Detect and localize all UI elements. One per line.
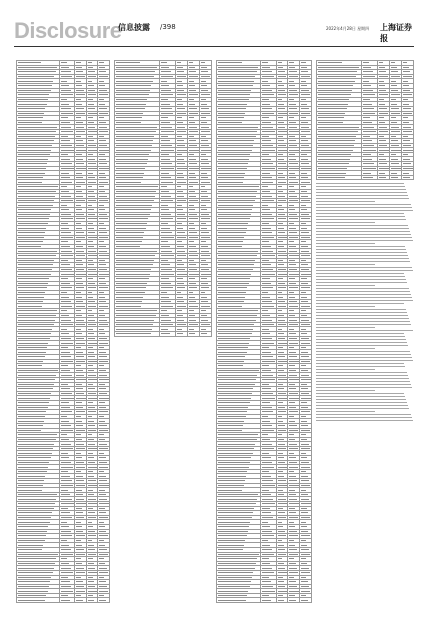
text-line xyxy=(316,216,405,217)
text-line xyxy=(316,303,404,304)
text-line xyxy=(316,249,406,250)
text-line xyxy=(316,417,412,418)
brand-wordmark: Disclosure xyxy=(14,18,122,43)
text-line xyxy=(316,399,406,400)
text-line xyxy=(316,207,412,208)
table-cell xyxy=(288,598,300,603)
text-line xyxy=(316,273,404,274)
text-line xyxy=(316,348,375,349)
table-cell xyxy=(60,598,75,603)
table-cell xyxy=(98,598,110,603)
table-row xyxy=(217,598,312,603)
text-line xyxy=(316,234,411,235)
column-1-table xyxy=(16,60,110,605)
text-line xyxy=(316,420,413,421)
column-2-table xyxy=(114,60,212,605)
text-line xyxy=(316,213,404,214)
table-cell xyxy=(261,598,276,603)
holdings-table-3 xyxy=(216,60,312,603)
holdings-table-2 xyxy=(114,60,212,337)
text-line xyxy=(316,264,375,265)
page-number: /398 xyxy=(160,23,176,31)
table-cell xyxy=(17,598,60,603)
text-line xyxy=(316,408,409,409)
table-cell xyxy=(217,598,261,603)
section-title: 信息披露 xyxy=(118,23,150,32)
text-line xyxy=(316,204,411,205)
table-cell xyxy=(300,598,312,603)
text-line xyxy=(316,258,409,259)
text-line xyxy=(316,342,407,343)
table-cell xyxy=(401,175,413,180)
text-line xyxy=(316,252,407,253)
holdings-table-4 xyxy=(316,60,414,180)
text-line xyxy=(316,366,405,367)
text-line xyxy=(316,315,408,316)
text-line xyxy=(316,414,411,415)
text-line xyxy=(316,300,413,301)
text-line xyxy=(316,369,375,370)
column-4 xyxy=(316,60,414,605)
text-line xyxy=(316,237,412,238)
text-line xyxy=(316,333,404,334)
table-cell xyxy=(86,598,98,603)
text-line xyxy=(316,381,410,382)
text-line xyxy=(316,393,404,394)
table-row xyxy=(17,598,110,603)
masthead xyxy=(14,18,414,44)
text-line xyxy=(316,375,408,376)
text-line xyxy=(316,210,413,211)
text-line xyxy=(316,330,413,331)
text-line xyxy=(316,285,375,286)
text-line xyxy=(316,222,375,223)
table-row xyxy=(317,175,414,180)
text-line xyxy=(316,291,410,292)
text-line xyxy=(316,390,375,391)
text-line xyxy=(316,363,404,364)
text-line xyxy=(316,231,410,232)
text-line xyxy=(316,405,408,406)
text-line xyxy=(316,246,405,247)
column-3-table xyxy=(216,60,312,605)
dateline: 2022年4月28日 星期四 xyxy=(326,26,370,31)
text-line xyxy=(316,327,375,328)
text-line xyxy=(316,186,405,187)
text-line xyxy=(316,279,406,280)
text-line xyxy=(316,384,411,385)
text-line xyxy=(316,354,411,355)
text-line xyxy=(316,318,409,319)
text-line xyxy=(316,360,413,361)
text-line xyxy=(316,402,407,403)
text-line xyxy=(316,294,411,295)
text-line xyxy=(316,345,408,346)
table-row xyxy=(115,332,212,337)
text-line xyxy=(316,270,413,271)
table-cell xyxy=(377,175,389,180)
text-line xyxy=(316,243,375,244)
text-line xyxy=(316,228,409,229)
text-line xyxy=(316,351,410,352)
table-cell xyxy=(115,332,160,337)
text-line xyxy=(316,276,405,277)
holdings-table-1 xyxy=(16,60,110,603)
text-line xyxy=(316,309,406,310)
text-line xyxy=(316,219,406,220)
text-line xyxy=(316,357,412,358)
text-line xyxy=(316,339,406,340)
table-cell xyxy=(75,598,87,603)
text-line xyxy=(316,192,407,193)
text-line xyxy=(316,378,409,379)
text-line xyxy=(316,282,407,283)
table-cell xyxy=(175,332,187,337)
text-line xyxy=(316,240,413,241)
table-cell xyxy=(160,332,176,337)
text-line xyxy=(316,261,410,262)
text-line xyxy=(316,225,408,226)
text-line xyxy=(316,255,408,256)
text-line xyxy=(316,189,406,190)
text-line xyxy=(316,336,405,337)
text-line xyxy=(316,312,407,313)
text-line xyxy=(316,195,408,196)
text-line xyxy=(316,372,407,373)
text-line xyxy=(316,396,405,397)
text-line xyxy=(316,288,409,289)
text-line xyxy=(316,324,411,325)
table-cell xyxy=(389,175,401,180)
table-cell xyxy=(276,598,288,603)
text-line xyxy=(316,198,409,199)
newspaper-name: 上海证券报 xyxy=(380,22,412,43)
text-line xyxy=(316,387,412,388)
text-line xyxy=(316,267,412,268)
text-line xyxy=(316,297,412,298)
text-line xyxy=(316,411,375,412)
masthead-rule xyxy=(14,46,414,47)
text-line xyxy=(316,321,410,322)
table-cell xyxy=(199,332,211,337)
text-line xyxy=(316,183,404,184)
notes-text xyxy=(316,183,414,421)
table-cell xyxy=(187,332,199,337)
table-cell xyxy=(317,175,362,180)
text-line xyxy=(316,201,375,202)
table-cell xyxy=(362,175,378,180)
text-line xyxy=(316,306,375,307)
